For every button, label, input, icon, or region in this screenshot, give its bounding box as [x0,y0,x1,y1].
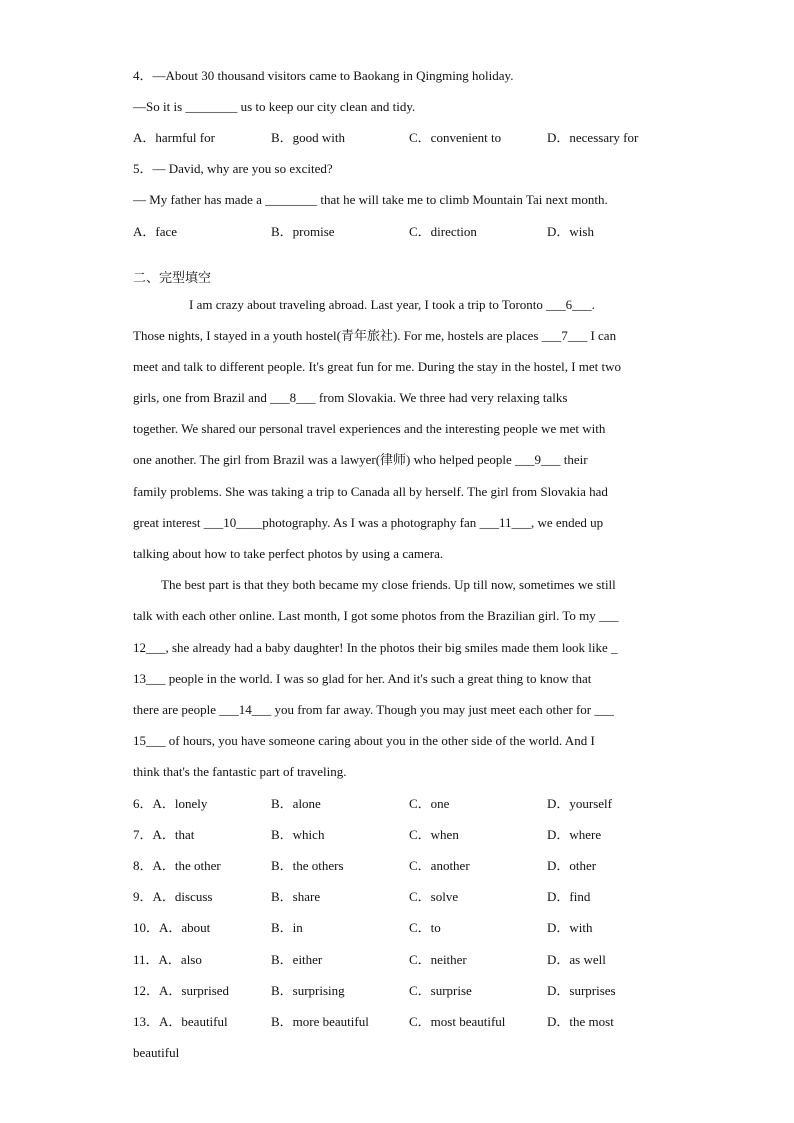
q8-option-a: 8．A．the other [133,858,221,873]
q10-option-d: D．with [547,920,593,935]
passage-line: 12___, she already had a baby daughter! In the photos their big smiles made them look like _ [133,640,618,655]
q12-option-b: B．surprising [271,983,345,998]
q10-option-a: 10．A．about [133,920,211,935]
passage-line: great interest ___10____photography. As I was a photography fan ___11___, we ended up [133,515,604,530]
passage-line: Those nights, I stayed in a youth hostel(青年旅社). For me, hostels are places ___7___ I can [133,328,617,343]
q5-option-b: B．promise [271,224,335,239]
passage-line: girls, one from Brazil and ___8___ from Slovakia. We three had very relaxing talks [133,390,568,405]
q11-option-a: 11．A．also [133,952,202,967]
passage-line: 13___ people in the world. I was so glad for her. And it's such a great thing to know that [133,671,592,686]
q4-option-d: D．necessary for [547,130,639,145]
q11-option-b: B．either [271,952,323,967]
q10-option-c: C．to [409,920,441,935]
q4-stem: 4．—About 30 thousand visitors came to Baokang in Qingming holiday. [133,68,514,83]
passage-line: talking about how to take perfect photos by using a camera. [133,546,444,561]
q9-option-b: B．share [271,889,321,904]
section-title: 二、完型填空 [133,271,212,286]
q13-option-c: C．most beautiful [409,1014,506,1029]
q8-option-b: B．the others [271,858,344,873]
q12-option-a: 12．A．surprised [133,983,230,998]
q11-option-d: D．as well [547,952,606,967]
passage-line: talk with each other online. Last month, I got some photos from the Brazilian girl. To my ___ [133,608,619,623]
q12-option-d: D．surprises [547,983,616,998]
q9-option-d: D．find [547,889,591,904]
q13-option-d-wrap: beautiful [133,1045,180,1060]
q12-option-c: C．surprise [409,983,472,998]
q13-option-d: D．the most [547,1014,614,1029]
passage-line: I am crazy about traveling abroad. Last year, I took a trip to Toronto ___6___. [189,297,595,312]
q7-option-d: D．where [547,827,602,842]
q7-option-b: B．which [271,827,325,842]
q5-stem: 5．— David, why are you so excited? [133,161,333,176]
q4-blank-line: —So it is ________ us to keep our city clean and tidy. [133,99,416,114]
q10-option-b: B．in [271,920,303,935]
passage-line: together. We shared our personal travel experiences and the interesting people we met with [133,421,606,436]
q4-option-b: B．good with [271,130,346,145]
q7-option-c: C．when [409,827,459,842]
q9-option-a: 9．A．discuss [133,889,213,904]
q5-option-c: C．direction [409,224,477,239]
q7-option-a: 7．A．that [133,827,195,842]
q5-option-d: D．wish [547,224,594,239]
q6-option-b: B．alone [271,796,321,811]
q8-option-d: D．other [547,858,597,873]
q9-option-c: C．solve [409,889,459,904]
q4-option-c: C．convenient to [409,130,502,145]
q13-option-a: 13．A．beautiful [133,1014,228,1029]
q6-option-c: C．one [409,796,450,811]
passage-line: one another. The girl from Brazil was a lawyer(律师) who helped people ___9___ their [133,452,588,467]
q4-option-a: A．harmful for [133,130,215,145]
q5-option-a: A．face [133,224,178,239]
passage-line: meet and talk to different people. It's great fun for me. During the stay in the hostel, I met two [133,359,622,374]
q11-option-c: C．neither [409,952,467,967]
q6-option-a: 6．A．lonely [133,796,208,811]
passage-line: there are people ___14___ you from far away. Though you may just meet each other for ___ [133,702,614,717]
passage-line: 15___ of hours, you have someone caring about you in the other side of the world. And I [133,733,595,748]
passage-line: The best part is that they both became my close friends. Up till now, sometimes we still [161,577,616,592]
q5-blank-line: — My father has made a ________ that he will take me to climb Mountain Tai next month. [133,192,608,207]
passage-line: family problems. She was taking a trip to Canada all by herself. The girl from Slovakia had [133,484,608,499]
passage-line: think that's the fantastic part of traveling. [133,764,347,779]
q13-option-b: B．more beautiful [271,1014,369,1029]
q6-option-d: D．yourself [547,796,612,811]
q8-option-c: C．another [409,858,470,873]
